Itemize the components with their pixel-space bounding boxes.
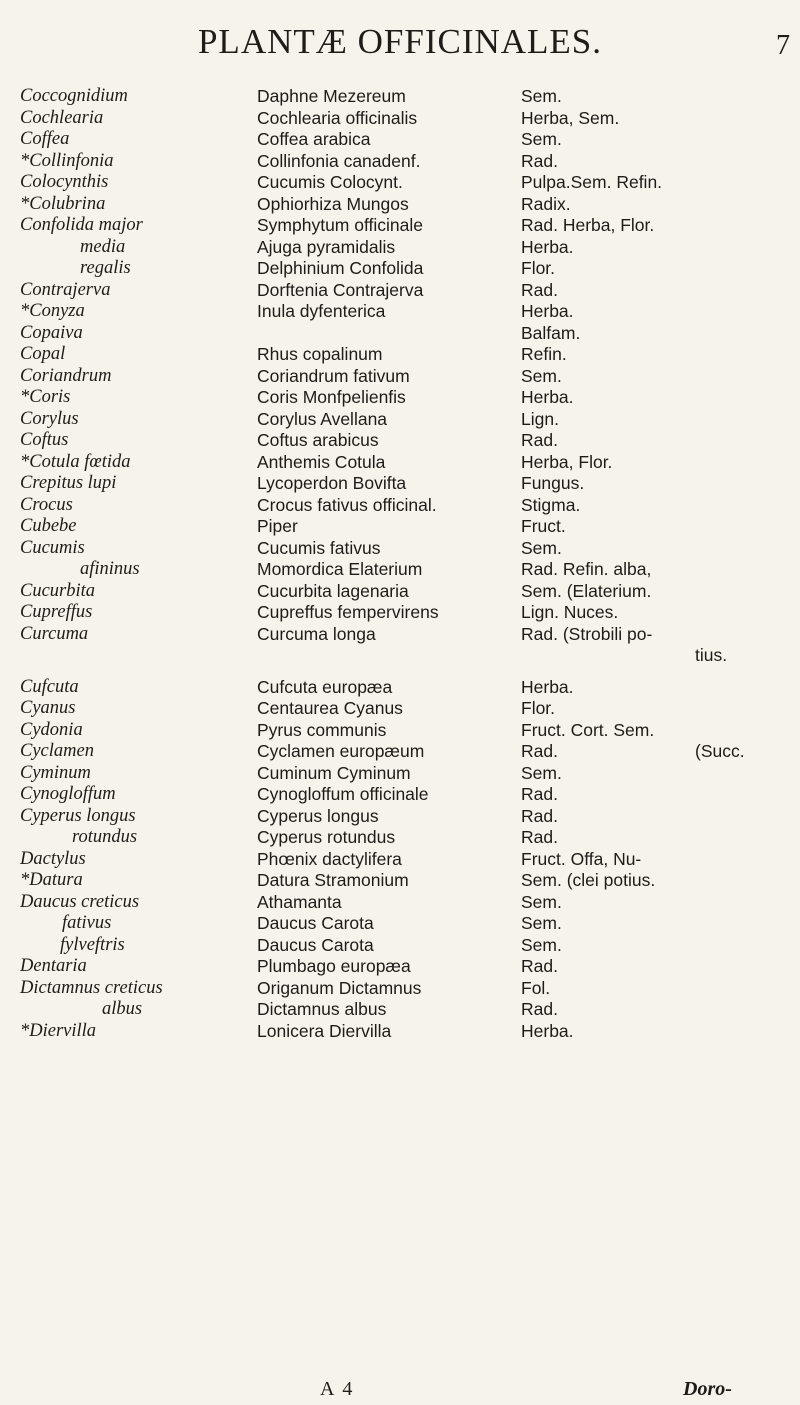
linnaean-name-cell: Cuminum Cyminum — [257, 762, 411, 783]
table-row — [0, 892, 800, 914]
old-name-cell: Dictamnus creticus — [20, 977, 163, 998]
part-used-cell: Rad. — [521, 784, 558, 804]
part-used-cell: Sem. — [521, 762, 562, 783]
linnaean-name-cell: Daucus Carota — [257, 934, 374, 955]
linnaean-name-cell: Delphinium Confolida — [257, 258, 424, 278]
table-row — [0, 237, 800, 259]
table-row — [0, 172, 800, 194]
table-row — [0, 978, 800, 1000]
old-name-cell: Coccognidium — [20, 86, 128, 106]
linnaean-name-cell: Symphytum officinale — [257, 215, 424, 235]
part-used-cell: Herba. — [521, 301, 574, 321]
old-name-cell: Contrajerva — [20, 279, 111, 300]
old-name-cell: Colocynthis — [20, 172, 109, 192]
old-name-cell: regalis — [80, 258, 131, 278]
linnaean-name-cell: Cynogloffum officinale — [257, 784, 429, 804]
old-name-cell: Coriandrum — [20, 365, 112, 386]
page-footer — [0, 1378, 800, 1404]
page-number: 7 — [776, 30, 790, 61]
part-used-cell: Rad. — [521, 741, 558, 761]
table-row — [0, 999, 800, 1021]
part-used-cell: Rad. — [521, 430, 558, 450]
table-row — [0, 870, 800, 892]
old-name-cell: Cubebe — [20, 516, 77, 536]
old-name-cell: *Conyza — [20, 301, 85, 321]
part-used-cell: Lign. Nuces. — [521, 602, 619, 622]
linnaean-name-cell: Lonicera Diervilla — [257, 1020, 392, 1041]
part-used-cell: Rad. Refin. alba, — [521, 559, 652, 579]
table-row — [0, 194, 800, 216]
old-name-cell: Coffea — [20, 129, 70, 149]
linnaean-name-cell: Rhus copalinum — [257, 344, 383, 364]
part-used-cell: Balfam. — [521, 322, 581, 343]
table-row — [0, 935, 800, 957]
table-row — [0, 108, 800, 130]
part-used-cell: Sem. (clei potius. — [521, 870, 656, 890]
table-row — [0, 280, 800, 302]
old-name-cell: fativus — [62, 913, 112, 933]
running-head: PLANTÆ OFFICINALES. — [197, 22, 603, 61]
part-used-cell: Herba, Flor. — [521, 451, 613, 472]
part-used-cell: Sem. (Elaterium. — [521, 580, 652, 601]
old-name-cell: rotundus — [72, 827, 138, 847]
old-name-cell: *Diervilla — [20, 1020, 97, 1041]
old-name-cell: Cyminum — [20, 762, 91, 783]
linnaean-name-cell: Athamanta — [257, 891, 342, 912]
plant-table — [0, 86, 800, 1042]
linnaean-name-cell: Corylus Avellana — [257, 408, 388, 429]
part-used-cell: Sem. — [521, 365, 562, 386]
part-used-cell: Sem. — [521, 891, 562, 912]
table-row — [0, 913, 800, 935]
old-name-cell: albus — [102, 999, 143, 1019]
old-name-cell: Copaiva — [20, 322, 83, 343]
old-name-cell: Confolida major — [20, 215, 143, 235]
old-name-cell: afininus — [80, 559, 140, 579]
part-used-cell: Fol. — [521, 977, 551, 998]
old-name-cell: Copal — [20, 344, 66, 364]
part-used-cell: Herba. — [521, 236, 574, 257]
linnaean-name-cell: Ophiorhiza Mungos — [257, 193, 409, 214]
old-name-cell: *Coris — [20, 387, 71, 407]
linnaean-name-cell: Origanum Dictamnus — [257, 977, 422, 998]
part-used-cell: Sem. — [521, 86, 562, 106]
table-row — [0, 624, 800, 646]
table-row — [0, 645, 800, 667]
catchword: Doro- — [683, 1378, 732, 1400]
old-name-cell: Dentaria — [20, 956, 87, 976]
table-row — [0, 129, 800, 151]
table-row — [0, 516, 800, 538]
table-row — [0, 602, 800, 624]
part-used-cell: Flor. — [521, 258, 556, 278]
part-used-cell: Sem. — [521, 537, 562, 558]
table-row — [0, 495, 800, 517]
linnaean-name-cell: Phœnix dactylifera — [257, 848, 402, 869]
part-used-cell: Rad. — [521, 999, 558, 1019]
linnaean-name-cell: Coftus arabicus — [257, 430, 379, 450]
table-row — [0, 258, 800, 280]
linnaean-name-cell: Momordica Elaterium — [257, 559, 423, 579]
part-used-cell: Fruct. Cort. Sem. — [521, 719, 655, 740]
continuation-cell: (Succ. — [695, 741, 745, 761]
old-name-cell: Cucumis — [20, 537, 85, 558]
old-name-cell: Cydonia — [20, 719, 83, 740]
linnaean-name-cell: Cupreffus fempervirens — [257, 602, 439, 622]
signature-mark: A 4 — [320, 1378, 355, 1400]
table-row — [0, 215, 800, 237]
old-name-cell: Dactylus — [20, 848, 86, 869]
linnaean-name-cell: Cufcuta europæa — [257, 676, 393, 697]
linnaean-name-cell: Anthemis Cotula — [257, 451, 386, 472]
part-used-cell: Lign. — [521, 408, 559, 429]
part-used-cell: Herba, Sem. — [521, 107, 620, 128]
part-used-cell: Rad. — [521, 805, 558, 826]
table-row — [0, 763, 800, 785]
old-name-cell: Cynogloffum — [20, 784, 116, 804]
linnaean-name-cell: Coriandrum fativum — [257, 365, 410, 386]
table-row — [0, 344, 800, 366]
table-row — [0, 387, 800, 409]
table-row — [0, 1021, 800, 1043]
table-row — [0, 538, 800, 560]
table-row — [0, 409, 800, 431]
part-used-cell: Sem. — [521, 129, 562, 149]
old-name-cell: Cyanus — [20, 698, 76, 718]
table-row — [0, 784, 800, 806]
linnaean-name-cell: Daucus Carota — [257, 913, 374, 933]
part-used-cell: Rad. (Strobili po- — [521, 623, 653, 644]
part-used-cell: Herba. — [521, 676, 574, 697]
linnaean-name-cell: Dictamnus albus — [257, 999, 387, 1019]
table-row — [0, 151, 800, 173]
linnaean-name-cell: Datura Stramonium — [257, 870, 409, 890]
part-used-cell: Sem. — [521, 934, 562, 955]
part-used-cell: Rad. — [521, 150, 558, 171]
old-name-cell: *Cotula fœtida — [20, 451, 131, 472]
part-used-cell: Rad. — [521, 956, 558, 976]
old-name-cell: Crepitus lupi — [20, 473, 117, 493]
table-row — [0, 366, 800, 388]
linnaean-name-cell: Daphne Mezereum — [257, 86, 406, 106]
old-name-cell: Cupreffus — [20, 602, 93, 622]
part-used-cell: Rad. — [521, 279, 558, 300]
part-used-cell: Sem. — [521, 913, 562, 933]
table-row — [0, 323, 800, 345]
old-name-cell: Cyclamen — [20, 741, 94, 761]
part-used-cell: Stigma. — [521, 494, 581, 515]
continuation-cell: tius. — [695, 645, 728, 665]
linnaean-name-cell: Collinfonia canadenf. — [257, 150, 421, 171]
part-used-cell: Radix. — [521, 193, 571, 214]
table-row — [0, 559, 800, 581]
linnaean-name-cell: Cucumis Colocynt. — [257, 172, 403, 192]
table-row — [0, 86, 800, 108]
part-used-cell: Fruct. — [521, 516, 566, 536]
linnaean-name-cell: Cochlearia officinalis — [257, 107, 418, 128]
linnaean-name-cell: Crocus fativus officinal. — [257, 494, 437, 515]
linnaean-name-cell: Pyrus communis — [257, 719, 387, 740]
old-name-cell: Cufcuta — [20, 676, 79, 697]
old-name-cell: Coftus — [20, 430, 69, 450]
table-row — [0, 430, 800, 452]
old-name-cell: Cyperus longus — [20, 805, 136, 826]
table-row — [0, 827, 800, 849]
old-name-cell: fylveftris — [60, 934, 125, 955]
old-name-cell: *Collinfonia — [20, 150, 114, 171]
table-row — [0, 677, 800, 699]
linnaean-name-cell: Plumbago europæa — [257, 956, 411, 976]
part-used-cell: Pulpa.Sem. Refin. — [521, 172, 663, 192]
part-used-cell: Refin. — [521, 344, 567, 364]
page-header — [0, 18, 800, 78]
old-name-cell: media — [80, 236, 126, 257]
part-used-cell: Herba. — [521, 387, 574, 407]
part-used-cell: Fungus. — [521, 473, 585, 493]
linnaean-name-cell: Piper — [257, 516, 298, 536]
linnaean-name-cell: Cyperus rotundus — [257, 827, 396, 847]
linnaean-name-cell: Cyclamen europæum — [257, 741, 425, 761]
old-name-cell: Cochlearia — [20, 107, 104, 128]
linnaean-name-cell: Coris Monfpelienfis — [257, 387, 406, 407]
table-row — [0, 741, 800, 763]
table-row — [0, 720, 800, 742]
linnaean-name-cell: Centaurea Cyanus — [257, 698, 403, 718]
linnaean-name-cell: Dorftenia Contrajerva — [257, 279, 424, 300]
part-used-cell: Fruct. Offa, Nu- — [521, 848, 642, 869]
table-row — [0, 956, 800, 978]
part-used-cell: Flor. — [521, 698, 556, 718]
table-row — [0, 452, 800, 474]
table-row — [0, 849, 800, 871]
linnaean-name-cell: Coffea arabica — [257, 129, 371, 149]
linnaean-name-cell: Cyperus longus — [257, 805, 379, 826]
part-used-cell: Herba. — [521, 1020, 574, 1041]
table-row — [0, 473, 800, 495]
table-row — [0, 301, 800, 323]
table-row — [0, 806, 800, 828]
old-name-cell: Cucurbita — [20, 580, 96, 601]
linnaean-name-cell: Inula dyfenterica — [257, 301, 386, 321]
old-name-cell: Corylus — [20, 408, 79, 429]
part-used-cell: Rad. Herba, Flor. — [521, 215, 655, 235]
linnaean-name-cell: Lycoperdon Bovifta — [257, 473, 407, 493]
old-name-cell: Curcuma — [20, 623, 89, 644]
old-name-cell: *Datura — [20, 870, 83, 890]
linnaean-name-cell: Cucurbita lagenaria — [257, 580, 409, 601]
old-name-cell: *Colubrina — [20, 193, 106, 214]
table-row — [0, 581, 800, 603]
linnaean-name-cell: Cucumis fativus — [257, 537, 381, 558]
part-used-cell: Rad. — [521, 827, 558, 847]
linnaean-name-cell: Curcuma longa — [257, 623, 376, 644]
old-name-cell: Crocus — [20, 494, 73, 515]
old-name-cell: Daucus creticus — [20, 891, 140, 912]
table-row — [0, 698, 800, 720]
linnaean-name-cell: Ajuga pyramidalis — [257, 236, 396, 257]
